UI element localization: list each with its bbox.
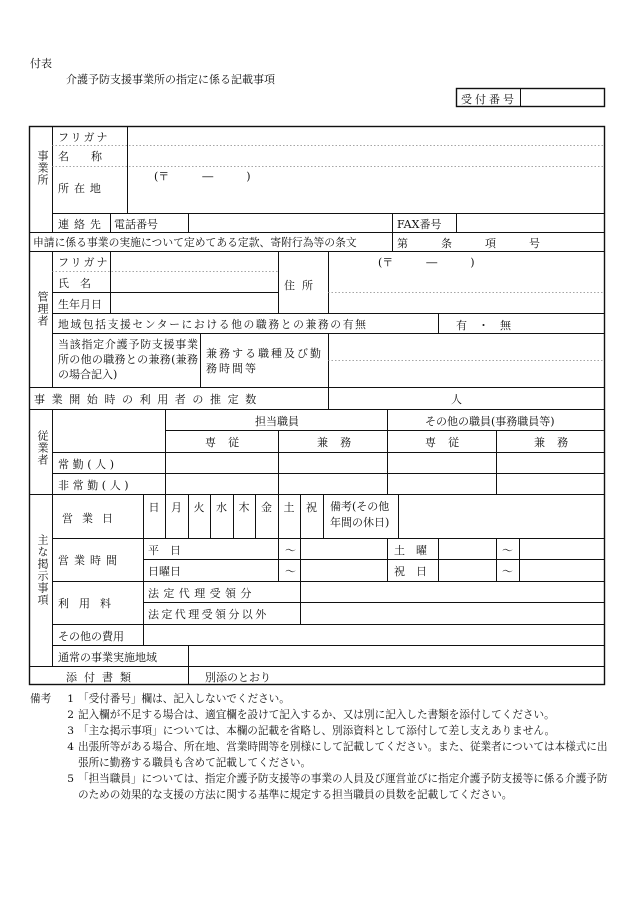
business-day-6[interactable]: 土 [283,501,295,514]
manager-furigana-field[interactable] [113,254,275,268]
holiday-tilde: 〜 [502,565,513,578]
office-fax-field[interactable] [459,216,601,230]
fee-legal-label: 法定代理受領分 [148,587,256,600]
note-number: 3 [67,725,74,737]
office-fax-label: FAX番号 [397,218,442,231]
weekday-tilde: 〜 [285,544,296,557]
office-phone-label: 電話番号 [114,218,158,231]
business-days-remarks-label: 備考(その他年間の休日) [330,500,390,529]
fee-label: 利用料 [58,597,121,610]
office-phone-field[interactable] [191,216,389,230]
service-area-label: 通常の事業実施地域 [58,651,157,664]
manager-address-field[interactable] [331,272,601,310]
note-text: 記入欄が不足する場合は、適宜欄を設けて記入するか、又は別に記入した書類を添付してください。 [78,709,555,721]
office-furigana-field[interactable] [130,129,600,143]
staff-other-header: その他の職員(事務職員等) [425,415,555,428]
users-estimate-label: 事業開始時の利用者の推定数 [34,393,263,406]
office-postal-code: (〒 ― ) [154,170,251,183]
note-item [64,771,615,803]
business-day-4[interactable]: 木 [238,501,250,514]
staff-assigned-concurrent-header: 兼務 [317,436,364,449]
staff-other-full-header: 専従 [425,436,472,449]
manager-birthdate-label: 生年月日 [58,298,102,311]
business-day-3[interactable]: 水 [216,501,227,514]
form-title: 介護予防支援事業所の指定に係る記載事項 [66,73,275,86]
note-item [64,691,615,707]
staff-assigned-header: 担当職員 [255,415,299,428]
attachment-label: 添付書類 [66,671,138,684]
saturday-label: 土 曜 [394,544,427,557]
manager-birthdate-field[interactable] [113,296,275,310]
staff-fulltime-label: 常勤(人) [58,458,118,471]
staff-section-label: 従業者 [36,430,49,466]
sunday-tilde: 〜 [285,565,296,578]
appendix-label: 付表 [30,57,52,70]
note-item [64,723,615,739]
office-address-label: 所在地 [58,182,106,195]
notes-heading: 備考 [30,693,52,705]
note-number: 2 [67,709,74,721]
office-furigana-label: フリガナ [58,131,110,144]
users-unit: 人 [451,393,462,406]
saturday-tilde: 〜 [502,544,513,557]
manager-name-label: 氏 名 [58,277,91,290]
office-name-field[interactable] [130,148,600,164]
manager-concurrent-field[interactable] [331,337,601,383]
note-item [64,739,615,771]
notes-section [30,691,615,803]
manager-concurrent-label: 当該指定介護予防支援事業所の他の職務との兼務(兼務の場合記入) [58,338,198,381]
manager-yes-no[interactable]: 有 ・ 無 [456,319,511,332]
office-name-label: 名 称 [58,150,102,163]
article-label: 申請に係る事業の実施について定めてある定款、寄附行為等の条文 [33,236,357,249]
manager-concurrent-hours-label: 兼務する職種及び勤務時間等 [206,347,323,375]
note-text: 「主な掲示事項」については、本欄の記載を省略し、別添資料として添付して差し支えありません。 [78,725,556,737]
note-text: 「担当職員」については、指定介護予防支援等の事業の人員及び運営並びに指定介護予防支援等に係る介護予防のための効果的な支援の方法に関する基準に規定する担当職員の員数を記載してください。 [78,773,608,801]
office-contact-label: 連絡先 [58,218,106,231]
business-days-label: 営業日 [62,512,122,525]
manager-address-label: 住所 [284,279,320,292]
staff-parttime-label: 非常勤(人) [58,479,133,492]
staff-other-concurrent-header: 兼務 [534,436,581,449]
business-day-7[interactable]: 祝 [306,501,317,514]
manager-postal-code: (〒 ― ) [378,256,475,269]
manager-center-concurrent-label: 地域包括支援センターにおける他の職務との兼務の有無 [58,318,368,331]
manager-name-field[interactable] [113,275,275,289]
business-day-1[interactable]: 月 [171,501,182,514]
fee-nonlegal-label: 法定代理受領分以外 [148,608,269,621]
note-text: 「受付番号」欄は、記入しないでください。 [78,693,290,705]
note-text: 出張所等がある場合、所在地、営業時間等を別様にして記載してください。また、従業者については本様式に出張所に勤務する職員も含めて記載してください。 [78,741,608,769]
business-day-0[interactable]: 日 [148,501,160,514]
note-number: 4 [67,741,74,753]
note-number: 1 [67,693,74,705]
receipt-number-field[interactable] [524,91,602,105]
manager-section-label: 管理者 [36,291,49,327]
attachment-value: 別添のとおり [205,671,271,684]
sunday-label: 日曜日 [148,565,181,578]
staff-assigned-full-header: 専従 [205,436,252,449]
office-address-field[interactable] [130,185,600,209]
receipt-number-label: 受付番号 [461,93,517,106]
weekday-label: 平 日 [148,544,181,557]
business-day-5[interactable]: 金 [261,501,272,514]
other-costs-label: その他の費用 [58,630,124,643]
manager-furigana-label: フリガナ [58,256,110,269]
items-section-label: 主な掲示事項 [36,534,49,606]
business-hours-label: 営業時間 [58,554,122,567]
note-number: 5 [67,773,74,785]
holiday-label: 祝 日 [394,565,427,578]
note-item [64,707,615,723]
business-day-2[interactable]: 火 [193,501,205,514]
office-section-label: 事業所 [36,150,49,186]
article-number: 第 条 項 号 [397,237,540,250]
